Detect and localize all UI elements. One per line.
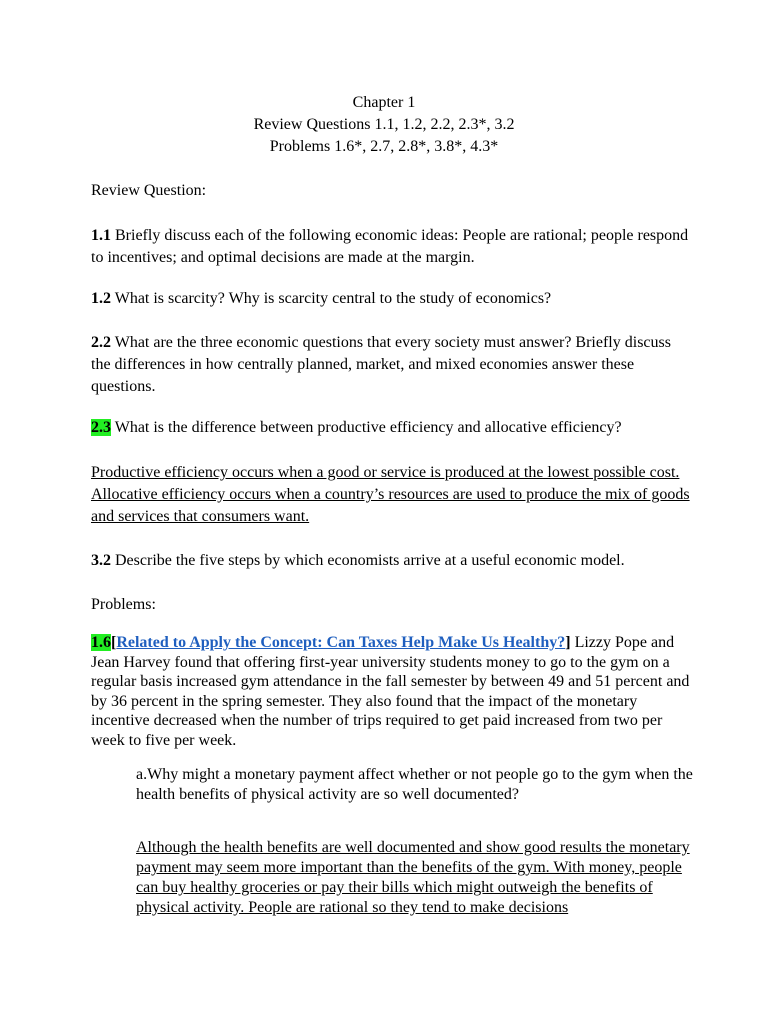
highlighted-question-number: 2.3 (91, 419, 111, 436)
question-1-2 (91, 288, 691, 310)
problems-list: Problems 1.6*, 2.7, 2.8*, 3.8*, 4.3* (269, 138, 499, 155)
open-bracket: [ (111, 634, 117, 651)
question-text: Briefly discuss each of the following economic ideas: People are rational; people respond to incentives; and optimal decisions are made at the margin. (91, 227, 689, 266)
close-bracket: ] (565, 634, 571, 651)
question-text: What is the difference between productive efficiency and allocative efficiency? (111, 419, 622, 436)
answer-1-6-part-a: Although the health benefits are well documented and show good results the monetary payment may seem more important than the benefits of the gym. With money, people can buy healthy groceries or pay their bills which might outweigh the benefits of physical activity. People are rational so they tend to make decisions (136, 839, 690, 916)
review-questions-list: Review Questions 1.1, 1.2, 2.2, 2.3*, 3.2 (253, 116, 515, 133)
apply-concept-link[interactable]: Related to Apply the Concept: Can Taxes Help Make Us Healthy? (116, 634, 566, 651)
question-3-2 (91, 550, 691, 572)
chapter-title: Chapter 1 (352, 94, 416, 111)
question-text: What is scarcity? Why is scarcity central to the study of economics? (111, 290, 552, 307)
question-text: What are the three economic questions that every society must answer? Briefly discuss the differences in how centrally planned, market, and mixed economies answer these questions. (91, 334, 671, 395)
problem-1-6 (91, 633, 691, 750)
review-question-heading: Review Question: (91, 182, 207, 199)
question-2-3 (91, 417, 691, 439)
problems-heading: Problems: (91, 596, 156, 613)
answer-2-3: Productive efficiency occurs when a good or service is produced at the lowest possible cost. Allocative efficiency occurs when a country’s resources are used to produce the mix of goods and services that consumers want. (91, 464, 690, 525)
question-number: 1.1 (91, 227, 111, 244)
highlighted-problem-number: 1.6 (91, 634, 111, 651)
question-2-2 (91, 332, 691, 398)
question-text: Describe the five steps by which economists arrive at a useful economic model. (111, 552, 625, 569)
question-number: 3.2 (91, 552, 111, 569)
question-number: 2.2 (91, 334, 111, 351)
question-1-1 (91, 225, 691, 269)
problem-1-6-part-a: a.Why might a monetary payment affect whether or not people go to the gym when the health benefits of physical activity are so well documented? (136, 766, 693, 803)
problem-text: Lizzy Pope and Jean Harvey found that offering first-year university students money to go to the gym on a regular basis increased gym attendance in the fall semester by between 49 and 51 percent and by 36 percent in the spring semester. They also found that the impact of the monetary incentive decreased when the number of trips required to get paid increased from two per week to five per week. (91, 634, 690, 749)
question-number: 1.2 (91, 290, 111, 307)
